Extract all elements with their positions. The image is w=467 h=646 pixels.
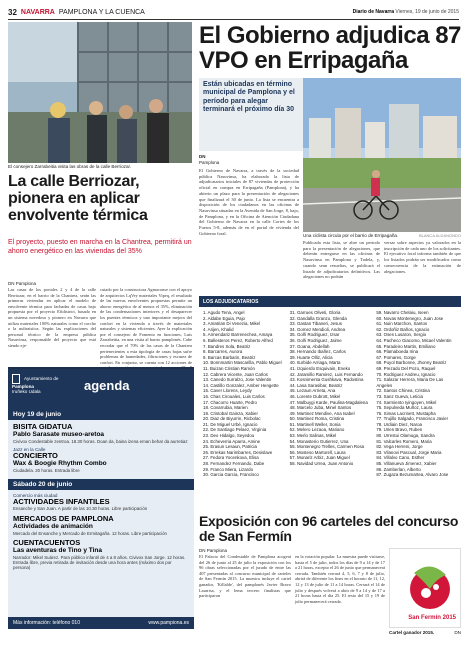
photo-credit: BLANCA ALDANONDO — [418, 233, 461, 238]
adjudicatario-item: 55. Montenegro Trelles, Carmen Rosa — [289, 444, 365, 450]
adjudicatario-item: 71. Salazar Herrera, Maria De Las Angeles — [376, 377, 444, 388]
adjudicatario-item: 40. Iturbide Arriaga, Marta — [289, 360, 341, 366]
headline-vpo: El Gobierno adjudica 87 VPO en Erripagaña — [199, 22, 461, 74]
agenda-item-name: BISITA GIDATUA — [13, 422, 73, 431]
agenda-day-1: Hoy 19 de junio — [8, 409, 194, 420]
adjudicatario-item: 4. Arijen, Khalid — [203, 326, 234, 332]
section-name: NAVARRA — [20, 8, 55, 16]
adjudicatario-item: 69. Prezado Del Pozo, Raquel — [376, 365, 436, 371]
adjudicatario-item: 65. Paradeiro Martin, Emiliano — [376, 343, 436, 349]
adjudicatario-item: 30. Garcia Garcia, Francisco — [203, 472, 259, 478]
adjudicatario-item: 70. Rodriguez Andreu, Ignacio — [376, 371, 436, 377]
agenda-item — [13, 539, 189, 571]
poster-caption-credit: DN — [454, 630, 461, 635]
header-rule — [8, 19, 459, 20]
agenda-item-desc: Ciudadela. 20 horas. Entrada libre — [13, 468, 80, 474]
adjudicatario-item: 28. Fernandez Fernando, Dabe — [203, 461, 265, 467]
subhead-berriozar: El proyecto, puesto en marcha en la Chantrea, permitirá un ahorro energético en las viviendas del 35% — [8, 239, 192, 255]
adjudicatario-item: 37. Goana, Abdellah — [289, 343, 330, 349]
adjudicatario-item: 38. Hernando Ibañez, Carlos — [289, 349, 346, 355]
adjudicatario-item: 29. Franco Miera, Lizardo — [203, 466, 254, 472]
photo-caption-text: Una ciclista circula por el barrio de Erripagaña. — [303, 233, 399, 238]
byline-berriozar: DN Pamplona — [8, 281, 37, 286]
newspaper-name: Diario de Navarra — [352, 9, 395, 15]
org-line-3: Iruñeko Udala — [12, 389, 41, 395]
photo-caption-vpo — [303, 233, 461, 238]
adjudicatario-item: 80. Urrestui Olamuga, Sandra — [376, 433, 435, 439]
article-column-1: El Gobierno de Navarra, a través de la sociedad pública Nasuvinsa, ha elaborado la lista de adjudicatarios iniciales de 87 viviendas de protección oficial en compra en Erripagaña (Pamplona), y ha abierto un plazo para la presentación de alegaciones que finalizará el 30 de junio. La lista se encuentra a disposición de los ciudadanos en las oficinas de Nasuvinsa situadas en la Avenida de San Jorge, 8, bajo, de Pamplona, y en la Oficina de Atención Ciudadana del Gobierno de Navarra en la calle Cortes de los Fueros 5-8, además de en el portal de vivienda del Gobierno foral. — [199, 168, 299, 236]
adjudicatario-item: 45. Lezaun Arrieta, Ana — [289, 388, 336, 394]
crest-icon — [12, 374, 20, 384]
adjudicatario-item: 27. Fedora Yocenkova, Elisa — [203, 455, 259, 461]
adjudicatario-item: 53. Merlo Salinas, Mikel — [289, 433, 337, 439]
article-column-1: El Palacio del Condestable de Pamplona acogerá del 26 de junio al 25 de julio la exposición con los 96 obras seleccionadas por el jurado de entre las 407 presentadas al concurso municipal de carteles de San Fermín 2015. La muestra incluye el cartel ganador, 'Killalde', del pamplonés Javier Bravo Laurrisa, y el lema tercero finalistas que participaron — [199, 554, 291, 599]
agenda-item-title: Actividades de animación — [13, 522, 93, 530]
agenda-item — [13, 447, 189, 473]
adjudicatario-item: 50. Martinez Roma, Cristina — [289, 416, 345, 422]
agenda-item — [13, 515, 189, 536]
byline-source: DN — [199, 154, 206, 159]
agenda-item-name: CONCIERTO — [13, 451, 58, 461]
article-column-2: Publicada esta lista, se abre un periodo para la presentación de alegaciones, que deberán entregarse en las oficinas de Nasuvinsa en Pamplona y Tudela, y, cuando sean resueltas, se publicará el listado de adjudicatarios definitivos. Las alegaciones no podrán — [303, 240, 380, 280]
adjudicatario-item: 20. Diaz de Biyurrin, Ricbolac — [203, 416, 261, 422]
adjudicatario-item: 23. Deo Hidalgo, Seyedou — [203, 433, 255, 439]
adjudicatario-item: 54. Monasterio Gutierrez, Una — [289, 438, 349, 444]
adjudicatario-item: 74. Sarmiento Iyingoyen, Mikel — [376, 399, 437, 405]
adjudicatario-item: 42. Jaramillo Ramirez, Luis Fernando — [289, 371, 363, 377]
adjudicatario-item: 67. Pomares, Gorge — [376, 354, 416, 360]
adjudicatario-item: 22. De Santiago Pelaez, Virginia — [203, 427, 267, 433]
adjudicatario-item: 31. Garrues Oliveti, Gloria — [289, 310, 341, 315]
agenda-item-category: Jazz en la Calle — [13, 447, 46, 453]
photo-caption-text: El consejero Zarrabeitia visita las obras de la calle Berriozar. — [8, 164, 132, 169]
agenda-item-title: Pablo Sarasate museo-aretoa — [13, 431, 105, 438]
agenda-list-day-1 — [8, 420, 194, 479]
adjudicatario-item: 61. Nuin Marchon, Santos — [376, 321, 428, 327]
adjudicatario-item: 12. Cabrera Vicente, Juan Carlos — [203, 371, 268, 377]
adjudicatario-item: 76. Simas Lacrinett, Mustapha — [376, 410, 436, 416]
adjudicatario-item: 77. Trujillo Salgado, Francisco Javier — [376, 416, 449, 422]
poster-caption-text: Cartel ganador 2015. — [389, 630, 435, 635]
adjudicatario-item: 15. Caver Llorens, Leydy — [203, 388, 252, 394]
adjudicatario-item: 7. Bandres Sola, Beatriz — [203, 343, 251, 349]
adjudicatario-item: 41. Izquierdo Esquivain, Eneko — [289, 365, 351, 371]
article-column-1: Las casas de los portales 2 y 4 de la calle Berriozar, en el barrio de la Chantrea, serán las primeras viviendas en aplicar el modelo de envolvente térmica para fachadas de casas bajo propuesta por el proyecto Efidistrict, basado en un sistema novedoso y pionero en Navarra que utiliza materiales 100% naturales como el corcho o la nultraistica. Según las explicaciones del personal técnico de la empresa pública Nasuvinsa, responsable del proyecto que está siendo eje- — [8, 287, 96, 348]
adjudicatario-item: 43. Kosnimenta Gushkava, Radostina — [289, 377, 364, 383]
erripagana-photo — [303, 78, 461, 232]
adjudicatario-item: 58. Navidad Urrea, Juan Antonio — [289, 461, 354, 467]
org-line-1: Ayuntamiento de — [24, 376, 59, 382]
adjudicatarios-box — [199, 296, 461, 508]
agenda-item-title: Las aventuras de Tino y Tina — [13, 546, 102, 554]
adjudicatario-item: 21. De Miguel Urbé, Ignacio — [203, 421, 258, 427]
subsection-name: PAMPLONA Y LA CUENCA — [58, 8, 145, 16]
adjudicatario-item: 26. Errekas Narimbarres, Desislave — [203, 449, 273, 455]
adjudicatario-item: 56. Mosteso Martorell, Laura — [289, 449, 346, 455]
adjudicatario-item: 25. Erasun Lesaun, Patricia — [203, 444, 257, 450]
agenda-header — [8, 369, 194, 409]
adjudicatario-item: 66. Plamaboeda Irina — [376, 349, 419, 355]
agenda-title: agenda — [84, 378, 130, 393]
byline-carteles: DN Pamplona — [199, 548, 228, 553]
article-column-2: en la votación popular. La muestra puede visitarse, hasta el 5 de julio, todos los días de 9 a 14 y de 17 a 21 horas, excepto el 26 de junio que permanecerá cerrada. También cerrará 4, 5, 6, 7 y 8 de julio, abrirá de diferente los fines en el horario de 11, 12, 12 y 13 de julio de 11 a 14 horas. Cerrará el 14 de julio y después volverá a abrir de 9 a 14 y de 17 a 21 horas hasta el día 25. El resto del 15 y 19 de julio permanecerá cerrada. — [295, 554, 385, 604]
adjudicatario-item: 32. Gandalla Granzo, Glenda — [289, 315, 347, 321]
adjudicatario-item: 79. Urien Bravo, Ruben — [376, 427, 423, 433]
adjudicatario-item: 3. Amatrian Di Venezia, Mikel — [203, 321, 261, 327]
adjudicatario-item: 46. Lorente Dubrott, Mikel — [289, 393, 341, 399]
adjudicatario-item: 87. Zugaza Bezumartea, Alvaro Jose — [376, 472, 449, 478]
adjudicatario-item: 75. Sepulveda Muñoz, Laura — [376, 405, 433, 411]
agenda-day-2: Sábado 20 de junio — [8, 479, 194, 490]
adjudicatario-item: 2. Aldabe Eguia, Pajo — [203, 315, 245, 321]
adjudicatario-item: 5. Armendariz Barrenechea, Amaya — [203, 332, 273, 338]
adjudicatario-item: 35. Goñi Rodriguez, Izsar — [289, 332, 340, 338]
adjudicatario-item: 6. Ballesteros Perez, Roberto Alfred — [203, 337, 273, 343]
adjudicatario-item: 84. Villalvo Cano, Esther — [376, 455, 425, 461]
adjudicatarios-column-3 — [376, 310, 457, 478]
adjudicatario-item: 24. Echeverria Aparra, Amine — [203, 438, 261, 444]
adjudicatario-item: 39. Huarte Olliz, Alicia — [289, 354, 333, 360]
agenda-item-name: ACTIVIDADES INFANTILES — [13, 497, 110, 507]
adjudicatario-item: 33. Gastan Tibaneri, Jesus — [289, 321, 342, 327]
adjudicatario-item: 47. Malbuygi Karde, Paulina-Magdalena — [289, 399, 368, 405]
adjudicatarios-columns — [199, 307, 461, 478]
adjudicatario-item: 86. Zamberlan, Alberto — [376, 466, 421, 472]
issue-date: Viernes, 19 de junio de 2015 — [395, 9, 459, 15]
poster-text: San Fermín 2015 — [408, 615, 456, 621]
article-column-2: cutado por la constructora Agmaconse con el apoyo de arquitectos LqVey materiales Vipeq, el resultado de las nuevas envolventes propuestas permite un ahorro energético de al menos el 35%, eliminación de las condensaciones interiores y el desaparecer los puentes térmicos y una importante mejora del confort en la vivienda a través de materiales naturales y sistemas eficientes. Ayer la explicación por el consejero de Fomento en funciones, Luis Zarrabeitia, en una visita al barrio pamplonés. Cabe recordar que el 70% de las casas de la Chantrea pertenecientes a esta tipología de casas bajas sufre problemas de humedades, filtraciones y escasez de confort. En conjunto, se cuenta con 12 acciones de — [100, 287, 192, 365]
adjudicatario-item: 16. Chas Cirouales, Luis Carlos — [203, 393, 265, 399]
agenda-website-link[interactable]: www.pampiona.es — [148, 620, 189, 626]
subhead-vpo: Están ubicadas en término municipal de Pamplona y el período para alegar terminará el próximo día 30 — [199, 78, 303, 151]
org-line-2: Pamplona — [12, 384, 34, 389]
adjudicatario-item: 59. Navarro Chelaiu, Iseen — [376, 310, 429, 315]
adjudicatario-item: 57. Munariz Arbiz, Juan Miguel — [289, 455, 350, 461]
adjudicatario-item: 83. Vilanovi Pascual, Jorge Maria — [376, 449, 442, 455]
adjudicatario-item: 52. Melero Lezaoa, Mariano — [289, 427, 345, 433]
adjudicatarios-title: LOS ADJUDICATARIOS — [199, 297, 461, 307]
agenda-item — [13, 493, 189, 511]
agenda-phone: Más información: teléfono 010 — [13, 620, 80, 626]
adjudicatario-item: 78. Urdiain Diez, Naroa — [376, 421, 422, 427]
page-header — [8, 6, 459, 18]
adjudicatario-item: 11. Buizan Cristian Ramón — [203, 365, 255, 371]
adjudicatario-item: 13. Canedo Iturralzo, Jose Valentin — [203, 377, 272, 383]
adjudicatario-item: 17. Chacorro Huarte, Pedro — [203, 399, 257, 405]
adjudicatario-item: 63. Oses Lusaron, Sergio — [376, 332, 427, 338]
masthead-date — [353, 9, 459, 15]
adjudicatario-item: 62. Ordoñiz Baños, Ignacio — [376, 326, 430, 332]
adjudicatario-item: 60. Novas Montenegro, Juan Jose — [376, 315, 444, 321]
article-column-3: versar sobre aspectos ya valorados en la inscripción de cada uno de los solicitantes. El ejecutivo foral informa también de que los listados podrán ser modificados como consecuencia de la estimación de alegaciones. — [384, 240, 461, 274]
city-logo — [12, 374, 74, 395]
adjudicatario-item: 85. Villanueva Jimenez, Xabier — [376, 461, 437, 467]
adjudicatario-item: 82. Vega Herreni, Jorge — [376, 444, 423, 450]
agenda-item-desc: Ensanche y San Juan. A partir de las 10.30 horas. Libre participación — [13, 506, 148, 512]
byline-location: Pamplona — [199, 159, 220, 165]
adjudicatario-item: 14. Castillo Gonzalez, Amber Hengette — [203, 382, 279, 388]
agenda-item-desc: Narrador: Mikel Suárez. Para público infantil de 4 a 8 años. Civivox San Jorge. 12 horas. Entrada libre, previa retirada de invitación desde una hora antes (máximo dos por persona) — [13, 554, 186, 571]
page-number: 32 — [8, 7, 17, 17]
adjudicatario-item: 1. Agudo Tena, Angel — [203, 310, 245, 315]
headline-berriozar: La calle Berriozar, pionera en aplicar envolvente térmica — [8, 173, 148, 224]
agenda-item-desc: Civivox Condestable zentroa. 18.30 horas. Doan da, baina izena eman behar da aurretiaz — [13, 439, 188, 444]
agenda-footer — [8, 617, 194, 629]
agenda-item-category: Comercio más ciudad — [13, 493, 58, 499]
agenda-box — [8, 367, 194, 629]
agenda-list-day-2 — [8, 490, 194, 576]
headline-carteles: Exposición con 96 carteles del concurso de San Fermín — [199, 513, 459, 544]
adjudicatario-item: 8. Barcarres, Aurora — [203, 349, 243, 355]
adjudicatarios-column-2 — [290, 310, 371, 478]
agenda-item-desc: Mercado del Ensanche y Mercado de Ermitagaña. 12 horas. Libre participación — [13, 530, 168, 536]
adjudicatario-item: 64. Pacheco Giacomo, Micael Valentin — [376, 337, 452, 343]
adjudicatario-item: 68. Puyol Barbonne, Jhonny Beatriz — [376, 360, 447, 366]
adjudicatario-item: 9. Barcas Barbarin, Beatriz — [203, 354, 256, 360]
byline-vpo — [199, 154, 219, 165]
adjudicatario-item: 51. Martinell Weller, Sonia — [289, 421, 341, 427]
adjudicatario-item: 73. Sanz Gueva, Leticia — [376, 393, 423, 399]
adjudicatario-item: 72. Santos Chinea, Cristina — [376, 388, 430, 394]
construction-photo — [8, 22, 192, 163]
photo-caption — [8, 164, 192, 169]
agenda-item-name: CUENTACUENTOS — [13, 537, 81, 547]
adjudicatario-item: 81. Valcarles Romero, Maria — [376, 438, 432, 444]
adjudicatario-item: 10. Bonnmartin Mascarilla, Pablo Miguel — [203, 360, 282, 366]
agenda-item-name: MERCADOS DE PAMPLONA — [13, 513, 114, 523]
sanfermin-poster — [389, 548, 461, 628]
adjudicatarios-column-1 — [203, 310, 284, 478]
adjudicatario-item: 44. Lasa Sarasibar, Beatriz — [289, 382, 343, 388]
adjudicatario-item: 48. Marcelo Juba, Minel Santos — [289, 405, 352, 411]
agenda-item-title: Wax & Boogie Rhythm Combo — [13, 460, 107, 468]
adjudicatario-item: 19. Cristobal Gainza, Xabier — [203, 410, 258, 416]
adjudicatario-item: 36. Goñi Rodriguez, Jaime — [289, 337, 342, 343]
adjudicatario-item: 49. Martinez Mendive, Ana Isabel — [289, 410, 355, 416]
poster-caption — [389, 630, 461, 635]
agenda-item — [13, 423, 189, 444]
adjudicatario-item: 34. Gomez Mendioli, Andrea — [289, 326, 346, 332]
adjudicatario-item: 18. Covarrubia, Marien — [203, 405, 248, 411]
